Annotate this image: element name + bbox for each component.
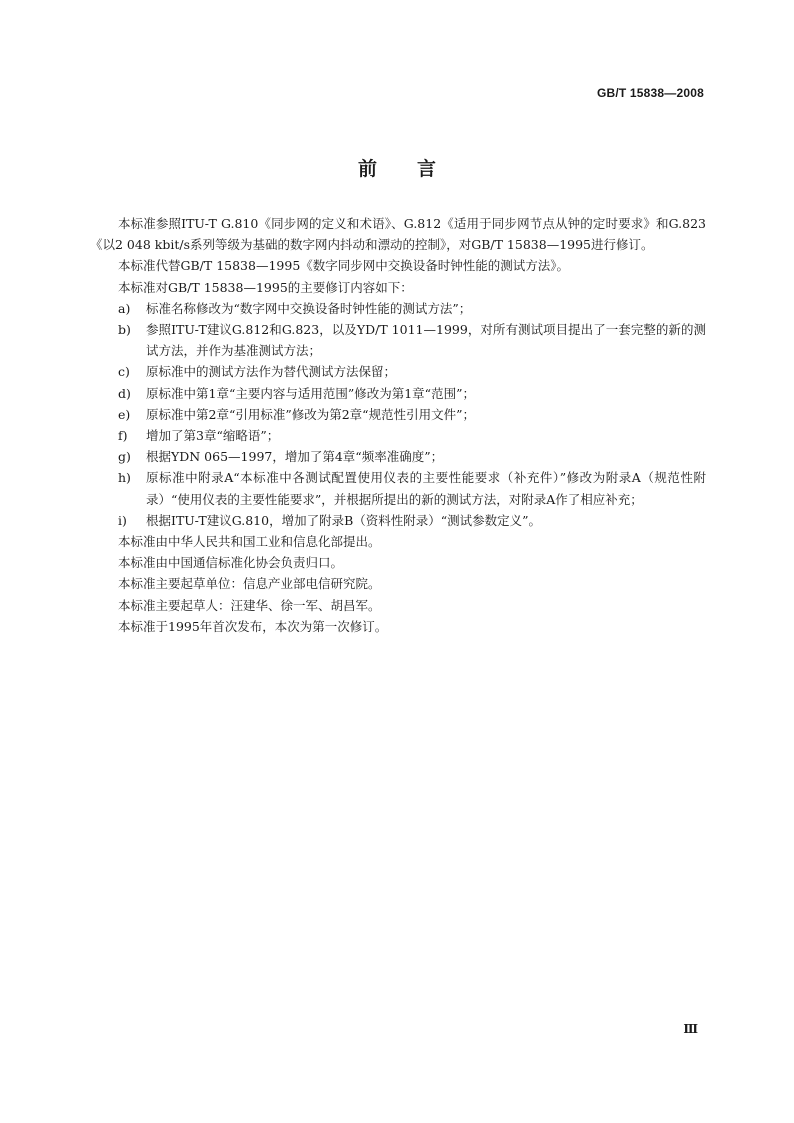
change-text: 原标准中第1章“主要内容与适用范围”修改为第1章“范围”；	[146, 385, 475, 401]
change-text: 原标准中的测试方法作为替代测试方法保留；	[146, 364, 397, 380]
replaces-paragraph: 本标准代替GB/T 15838—1995《数字同步网中交换设备时钟性能的测试方法》。	[118, 258, 570, 274]
change-text: 原标准中第2章“引用标准”修改为第2章“规范性引用文件”；	[146, 406, 475, 422]
list-marker: g)	[118, 449, 131, 465]
page-title: 前言	[357, 158, 476, 180]
list-marker: f)	[118, 428, 128, 444]
change-item-b	[90, 319, 706, 361]
change-item-i	[90, 510, 706, 531]
list-marker: h)	[118, 470, 131, 486]
change-item-a	[90, 298, 706, 319]
change-item-g	[90, 446, 706, 467]
change-text: 根据ITU-T建议G.810，增加了附录B（资料性附录）“测试参数定义”。	[146, 512, 542, 528]
proposer-paragraph: 本标准由中华人民共和国工业和信息化部提出。	[118, 534, 381, 550]
list-marker: c)	[118, 364, 130, 380]
administrator-paragraph: 本标准由中国通信标准化协会负责归口。	[118, 555, 344, 571]
foreword-body	[90, 213, 706, 637]
change-text: 根据YDN 065—1997，增加了第4章“频率准确度”；	[146, 449, 444, 465]
list-marker: b)	[118, 322, 131, 338]
list-marker: d)	[118, 385, 131, 401]
drafting-unit-paragraph: 本标准主要起草单位：信息产业部电信研究院。	[118, 576, 381, 592]
change-item-c	[90, 361, 706, 382]
change-text: 增加了第3章“缩略语”；	[146, 428, 280, 444]
change-text: 参照ITU-T建议G.812和G.823，以及YD/T 1011—1999，对所有测试项目提出了一套完整的新的测试方法，并作为基准测试方法；	[146, 322, 706, 359]
change-item-e	[90, 404, 706, 425]
list-marker: e)	[118, 406, 131, 422]
change-item-f	[90, 425, 706, 446]
change-item-d	[90, 383, 706, 404]
list-marker: i)	[118, 512, 127, 528]
changes-intro-paragraph: 本标准对GB/T 15838—1995的主要修订内容如下：	[118, 279, 413, 295]
drafters-paragraph: 本标准主要起草人：汪建华、徐一军、胡昌军。	[118, 597, 381, 613]
change-item-h	[90, 467, 706, 509]
change-text: 标准名称修改为“数字网中交换设备时钟性能的测试方法”；	[146, 300, 472, 316]
change-text: 原标准中附录A“本标准中各测试配置使用仪表的主要性能要求（补充件）”修改为附录A（规范性附录）“使用仪表的主要性能要求”，并根据所提出的新的测试方法，对附录A作了相应补充；	[146, 470, 706, 507]
page-number: Ⅲ	[683, 1022, 698, 1036]
history-paragraph: 本标准于1995年首次发布，本次为第一次修订。	[118, 618, 388, 634]
intro-paragraph: 本标准参照ITU-T G.810《同步网的定义和术语》、G.812《适用于同步网节点从钟的定时要求》和G.823《以2 048 kbit/s系列等级为基础的数字网内抖动和漂动的控制》，对GB/T 15838—1995进行修订。	[90, 216, 706, 253]
list-marker: a)	[118, 300, 131, 316]
standard-code: GB/T 15838—2008	[596, 86, 704, 100]
